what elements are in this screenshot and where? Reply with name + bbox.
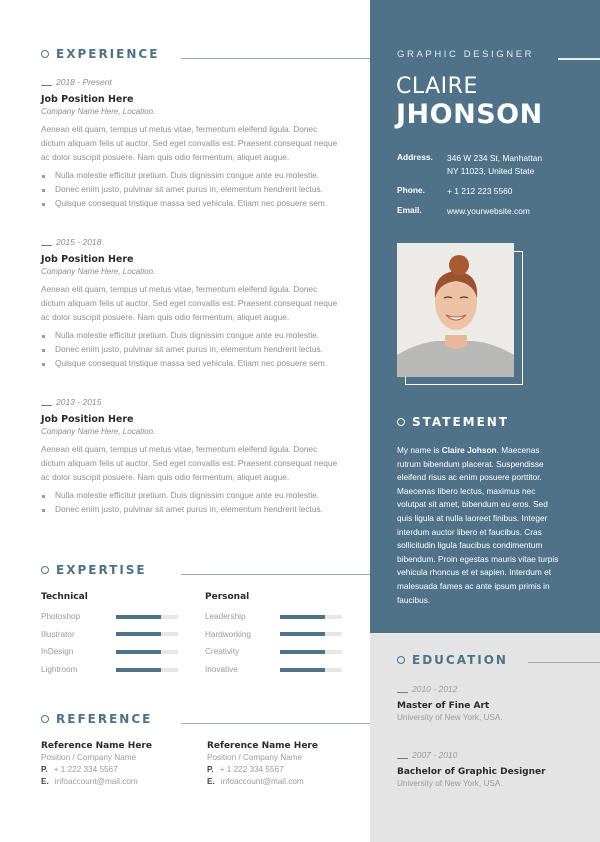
divider xyxy=(181,723,370,724)
reference-card xyxy=(41,741,201,786)
website-value: www.yourwebsite.com xyxy=(447,206,530,216)
edu-date xyxy=(397,684,587,694)
divider xyxy=(528,662,600,663)
email-label: E. xyxy=(207,777,215,786)
skill-row xyxy=(205,661,355,679)
skill-row xyxy=(41,608,191,626)
skill-bar-fill xyxy=(116,632,161,636)
job-date xyxy=(41,237,341,247)
circle-bullet-icon xyxy=(397,418,405,426)
dash-icon xyxy=(397,692,408,693)
dash-icon xyxy=(41,405,52,406)
skill-name: Hardworking xyxy=(205,629,251,639)
skill-name: Leadership xyxy=(205,612,246,622)
address-label: Address. xyxy=(397,152,433,162)
skill-name: InDesign xyxy=(41,647,74,657)
circle-bullet-icon xyxy=(41,715,49,723)
phone-value: + 1 222 334 5567 xyxy=(53,765,118,774)
job-description: Aenean elit quam, tempus ut metus vitae, fermentum eleifend ligula. Donec dictum aliquam felis ut auctor. Sed eget convallis est. Praesent consequat neque ac dolor suscipit posuere. Nam quis odio fermentum, aliquet augue. xyxy=(41,284,338,322)
job-entry xyxy=(41,397,341,517)
bullet-item: Quisque consequat tristique massa sed vehicula. Etiam nec posuere sem. xyxy=(41,197,341,211)
skill-bar xyxy=(280,668,342,672)
statement-heading xyxy=(397,415,509,429)
job-date xyxy=(41,397,341,407)
skill-bar-fill xyxy=(280,650,325,654)
job-company: Company Name Here, Location. xyxy=(41,427,156,436)
date-text: 2007 - 2010 xyxy=(412,750,458,760)
section-title: EXPERTISE xyxy=(56,563,147,577)
circle-bullet-icon xyxy=(397,656,405,664)
portrait-image xyxy=(397,243,514,377)
last-name: JHONSON xyxy=(396,99,543,130)
degree: Master of Fine Art xyxy=(397,701,490,711)
job-bullets xyxy=(41,329,341,370)
education-entry xyxy=(397,684,587,722)
bullet-item: Nulla molestie efficitur pretium. Duis dignissim congue ante eu molestie. xyxy=(41,329,341,343)
job-entry xyxy=(41,77,341,211)
technical-skills xyxy=(41,592,191,678)
skill-bar-fill xyxy=(116,615,161,619)
email-value: infoaccount@mail.com xyxy=(54,777,138,786)
section-title: REFERENCE xyxy=(56,712,153,726)
job-bullets xyxy=(41,169,341,210)
divider xyxy=(558,58,600,60)
skill-bar xyxy=(116,615,178,619)
first-name: CLAIRE xyxy=(396,74,478,99)
statement-text xyxy=(397,444,561,607)
skill-row xyxy=(41,661,191,679)
section-title: STATEMENT xyxy=(412,415,510,429)
phone-value: + 1 212 223 5560 xyxy=(447,186,513,196)
contact-address xyxy=(397,152,542,177)
reference-phone xyxy=(207,765,367,774)
edu-date xyxy=(397,750,587,760)
job-position: Job Position Here xyxy=(41,254,134,265)
phone-value: + 1 222 334 5567 xyxy=(219,765,284,774)
dash-icon xyxy=(397,758,408,759)
job-description: Aenean elit quam, tempus ut metus vitae, fermentum eleifend ligula. Donec dictum aliquam felis ut auctor. Sed eget convallis est. Praesent consequat neque ac dolor suscipit posuere. Nam quis odio fermentum, aliquet augue. xyxy=(41,444,338,482)
skill-row xyxy=(41,626,191,644)
skill-bar xyxy=(116,632,178,636)
date-text: 2018 - Present xyxy=(56,77,112,87)
reference-position: Position / Company Name xyxy=(207,753,303,762)
expertise-heading xyxy=(41,563,147,577)
job-company: Company Name Here, Location. xyxy=(41,267,156,276)
reference-name: Reference Name Here xyxy=(41,741,152,751)
divider xyxy=(181,58,370,59)
skill-name: Creativity xyxy=(205,647,240,657)
contact-phone xyxy=(397,185,512,198)
email-label: Email. xyxy=(397,205,422,215)
skill-row xyxy=(205,643,355,661)
address-line2: NY 11023, United State xyxy=(447,165,535,176)
skill-bar xyxy=(280,615,342,619)
statement-body: . Maecenas rutrum bibendum placerat. Suspendisse eleifend risus ac enim posuere porttitor. Maecenas libero lectus, maximus nec volutpat sit amet, bibendum eu eros. Sed quis ligula at nulla laoreet finibus. Integer interdum auctor libero et faucibus. Cras sollicitudin ligula faucibus condimentum bibendum. Proin egestas mauris vitae turpis vehicula rhoncus et et sapien. Interdum et malesuada fames ac ante ipsum primis in faucibus. xyxy=(397,445,559,605)
phone-label: Phone. xyxy=(397,185,425,195)
bullet-item: Donec enim justo, pulvinar sit amet purus in, elementum hendrerit lectus. xyxy=(41,183,341,197)
degree: Bachelor of Graphic Designer xyxy=(397,767,546,777)
bullet-item: Nulla molestie efficitur pretium. Duis dignissim congue ante eu molestie. xyxy=(41,169,341,183)
email-label: E. xyxy=(41,777,49,786)
skill-name: Inovative xyxy=(205,665,238,675)
contact-email xyxy=(397,205,530,218)
school: University of New York, USA. xyxy=(397,713,503,722)
skill-bar-fill xyxy=(280,615,325,619)
skill-bar xyxy=(280,650,342,654)
job-position: Job Position Here xyxy=(41,94,134,105)
reference-email xyxy=(41,777,201,786)
bullet-item: Donec enim justo, pulvinar sit amet purus in, elementum hendrerit lectus. xyxy=(41,343,341,357)
skill-row xyxy=(205,626,355,644)
profile-photo xyxy=(397,243,514,377)
statement-prefix: My name is xyxy=(397,445,442,455)
job-company: Company Name Here, Location. xyxy=(41,107,156,116)
section-title: EXPERIENCE xyxy=(56,47,160,61)
job-position: Job Position Here xyxy=(41,414,134,425)
school: University of New York, USA. xyxy=(397,779,503,788)
job-bullets xyxy=(41,489,341,517)
job-role: GRAPHIC DESIGNER xyxy=(397,49,535,60)
reference-card xyxy=(207,741,367,786)
address-line1: 346 W 234 St, Manhattan xyxy=(447,153,542,163)
circle-bullet-icon xyxy=(41,50,49,58)
skill-bar xyxy=(116,650,178,654)
date-text: 2015 - 2018 xyxy=(56,237,102,247)
skills-heading: Personal xyxy=(205,592,250,602)
reference-email xyxy=(207,777,367,786)
dash-icon xyxy=(41,85,52,86)
skill-bar-fill xyxy=(116,668,161,672)
dash-icon xyxy=(41,245,52,246)
skill-bar xyxy=(280,632,342,636)
skill-name: Photoshop xyxy=(41,612,81,622)
phone-label: P. xyxy=(207,765,214,774)
reference-name: Reference Name Here xyxy=(207,741,318,751)
statement-name: Claire Johson xyxy=(441,445,497,455)
education-heading xyxy=(397,653,508,667)
skill-bar-fill xyxy=(280,668,325,672)
skill-bar-fill xyxy=(116,650,161,654)
divider xyxy=(181,574,370,575)
education-entry xyxy=(397,750,587,788)
email-value: infoaccount@mail.com xyxy=(220,777,304,786)
bullet-item: Donec enim justo, pulvinar sit amet purus in, elementum hendrerit lectus. xyxy=(41,503,341,517)
job-entry xyxy=(41,237,341,371)
job-description: Aenean elit quam, tempus ut metus vitae, fermentum eleifend ligula. Donec dictum aliquam felis ut auctor. Sed eget convallis est. Praesent consequat neque ac dolor suscipit posuere. Nam quis odio fermentum, aliquet augue. xyxy=(41,124,338,162)
circle-bullet-icon xyxy=(41,566,49,574)
reference-phone xyxy=(41,765,201,774)
date-text: 2013 - 2015 xyxy=(56,397,102,407)
section-title: EDUCATION xyxy=(412,653,508,667)
skills-heading: Technical xyxy=(41,592,88,602)
date-text: 2010 - 2012 xyxy=(412,684,458,694)
skill-bar-fill xyxy=(280,632,325,636)
reference-heading xyxy=(41,712,152,726)
skill-bar xyxy=(116,668,178,672)
job-date xyxy=(41,77,341,87)
phone-label: P. xyxy=(41,765,48,774)
skill-row xyxy=(205,608,355,626)
skill-name: Lightroom xyxy=(41,665,78,675)
personal-skills xyxy=(205,592,355,678)
experience-heading xyxy=(41,47,159,61)
skill-name: Illustrator xyxy=(41,629,75,639)
bullet-item: Quisque consequat tristique massa sed vehicula. Etiam nec posuere sem. xyxy=(41,357,341,371)
bullet-item: Nulla molestie efficitur pretium. Duis dignissim congue ante eu molestie. xyxy=(41,489,341,503)
skill-row xyxy=(41,643,191,661)
reference-position: Position / Company Name xyxy=(41,753,137,762)
